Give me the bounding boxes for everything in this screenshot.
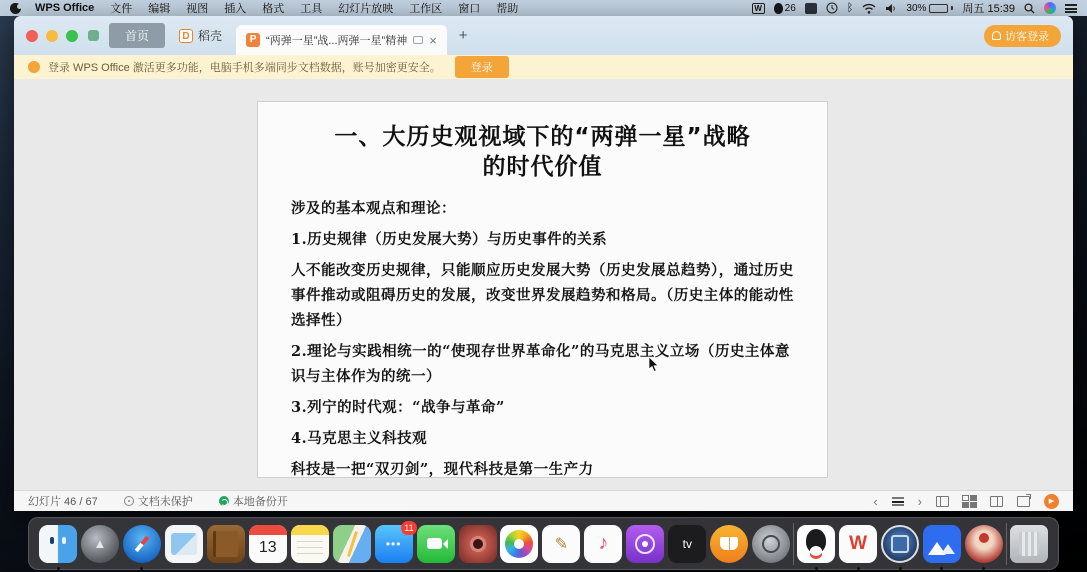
slide-paragraph: 3.列宁的时代观：“战争与革命”: [291, 399, 505, 416]
dock-icon-photo-booth[interactable]: [458, 524, 498, 564]
calendar-day-number: 13: [258, 538, 277, 556]
battery-indicator[interactable]: [906, 3, 953, 14]
wifi-icon[interactable]: [862, 3, 876, 14]
macos-dock: [28, 517, 1059, 570]
qq-tray-icon: [774, 3, 783, 14]
finder-icon: [39, 525, 77, 563]
normal-view-icon[interactable]: [936, 496, 949, 507]
wps-office-icon: [839, 525, 877, 563]
promo-message: 登录 WPS Office 激活更多功能，电脑手机多端同步文档数据，账号加密更安全。: [48, 62, 441, 74]
contacts-icon: [207, 525, 245, 563]
photos-icon: [500, 525, 538, 563]
menu-help[interactable]: 帮助: [496, 3, 519, 15]
qq-icon: [797, 525, 835, 563]
menu-slideshow[interactable]: 幻灯片放映: [338, 3, 394, 15]
menu-insert[interactable]: 插入: [224, 3, 247, 15]
slide-title-line2: 的时代价值: [482, 154, 603, 180]
slide-paragraph: 2.理论与实践相统一的“使现存世界革命化”的马克思主义立场（历史主体意识与主体作为的统一）: [291, 343, 790, 385]
person-icon: [992, 31, 1001, 40]
protection-label: 文档未保护: [137, 496, 193, 508]
podcasts-icon: [626, 525, 664, 563]
dock-icon-photos[interactable]: [499, 524, 539, 564]
backup-label: 本地备份开: [232, 496, 288, 508]
guest-login-button[interactable]: [984, 25, 1061, 47]
dock-icon-emblem-app[interactable]: [880, 524, 920, 564]
dock-icon-textedit[interactable]: [541, 524, 581, 564]
slide-title-line1: 一、大历史观视域下的“两弹一星”战略: [334, 124, 751, 150]
qq-badge-count: 26: [784, 2, 796, 14]
menu-workspace[interactable]: 工作区: [409, 3, 443, 15]
dock-icon-avatar-app[interactable]: [964, 524, 1004, 564]
slide-title: [291, 122, 794, 182]
music-icon: [584, 525, 622, 563]
new-tab-button[interactable]: +: [458, 27, 468, 44]
launchpad-icon: [81, 525, 119, 563]
dock-icon-messages[interactable]: [374, 524, 414, 564]
apple-tv-icon: [668, 525, 706, 563]
mountain-app-icon: [923, 525, 961, 563]
promo-warning-icon: [28, 61, 40, 73]
menu-file[interactable]: 文件: [110, 3, 133, 15]
dock-icon-music[interactable]: [583, 524, 623, 564]
status-bar-controls: [873, 494, 1059, 509]
next-slide-button[interactable]: ›: [917, 493, 922, 509]
dock-icon-calendar[interactable]: [248, 524, 288, 564]
menu-format[interactable]: 格式: [262, 3, 285, 15]
tab-document-active[interactable]: [236, 25, 447, 55]
dock-icon-safari[interactable]: [122, 524, 162, 564]
wps-tab-bar: [14, 16, 1073, 55]
apple-tv-label: tv: [682, 536, 692, 551]
menu-view[interactable]: 视图: [186, 3, 209, 15]
minimize-window-button[interactable]: [46, 30, 58, 42]
slide-paragraph: 科技是一把“双刃剑”，现代科技是第一生产力: [291, 461, 594, 478]
slide-counter: 幻灯片 46 / 67: [28, 496, 98, 508]
bluetooth-icon[interactable]: ᛒ: [846, 2, 854, 14]
dock-icon-facetime[interactable]: [416, 524, 456, 564]
spotlight-search-icon[interactable]: [1024, 3, 1035, 14]
calendar-icon: [249, 525, 287, 563]
avatar-app-icon: [965, 525, 1003, 563]
dock-separator: [793, 523, 794, 565]
notes-icon: [291, 525, 329, 563]
guest-login-label: 访客登录: [1005, 30, 1049, 43]
wps-tray-icon[interactable]: W: [752, 3, 765, 14]
backup-on-icon: [219, 496, 229, 506]
wps-office-window: [14, 16, 1073, 511]
menu-app-name[interactable]: WPS Office: [35, 2, 95, 14]
slide-paragraph: 4.马克思主义科技观: [291, 430, 428, 447]
dock-icon-wps-office[interactable]: [838, 524, 878, 564]
slide-canvas[interactable]: [257, 101, 828, 478]
tab-home[interactable]: 首页: [109, 23, 165, 48]
dock-icon-maps[interactable]: [332, 524, 372, 564]
slide-paragraph: 涉及的基本观点和理论：: [291, 200, 456, 217]
banner-login-button[interactable]: 登录: [455, 56, 509, 78]
input-method-icon[interactable]: [805, 3, 817, 14]
dock-icon-mountain-app[interactable]: [922, 524, 962, 564]
menu-window[interactable]: 窗口: [458, 3, 481, 15]
macos-menu-bar: [0, 0, 1087, 16]
zoom-window-button[interactable]: [66, 30, 78, 42]
document-protection-status[interactable]: [124, 493, 193, 509]
dock-separator: [1006, 523, 1007, 565]
reading-view-icon[interactable]: [990, 496, 1003, 507]
presenter-view-icon[interactable]: [1017, 496, 1030, 507]
protection-shield-icon: [124, 496, 134, 506]
slide-list-icon[interactable]: [892, 497, 904, 506]
status-bar: [14, 490, 1073, 511]
mouse-cursor: [648, 356, 660, 373]
safari-icon: [123, 525, 161, 563]
document-tab-title: “两弹一星”战...两弹一星”精神: [266, 35, 408, 47]
photo-booth-icon: [459, 525, 497, 563]
menu-bar-tray: [752, 0, 1077, 16]
slide-paragraph: 1.历史规律（历史发展大势）与历史事件的关系: [291, 231, 608, 248]
notification-center-icon[interactable]: [1065, 4, 1077, 13]
dock-icon-apple-tv[interactable]: [667, 524, 707, 564]
battery-nub: [951, 6, 953, 10]
maps-icon: [333, 525, 371, 563]
docer-icon: D: [179, 29, 193, 43]
app-store-icon: [752, 525, 790, 563]
dock-icon-podcasts[interactable]: [625, 524, 665, 564]
facetime-icon: [417, 525, 455, 563]
previous-slide-button[interactable]: ‹: [873, 493, 878, 509]
slide-body-text: [291, 196, 794, 482]
dock-icon-books[interactable]: [709, 524, 749, 564]
dock-icon-notes[interactable]: [290, 524, 330, 564]
close-tab-icon[interactable]: ×: [429, 32, 437, 48]
dock-icon-finder[interactable]: [38, 524, 78, 564]
apple-menu-icon[interactable]: [10, 3, 21, 14]
close-window-button[interactable]: [26, 30, 38, 42]
emblem-app-icon: [881, 525, 919, 563]
slide-edit-area: [14, 79, 1073, 490]
books-icon: [710, 525, 748, 563]
slide-paragraph: 人不能改变历史规律，只能顺应历史发展大势（历史发展总趋势），通过历史事件推动或阻碍历史的发展，改变世界发展趋势和格局。（历史主体的能动性选择性）: [291, 262, 794, 329]
tab-docer[interactable]: [179, 27, 222, 44]
menu-edit[interactable]: 编辑: [148, 3, 171, 15]
dock-icon-preview[interactable]: [164, 524, 204, 564]
volume-icon[interactable]: [885, 3, 897, 14]
comment-bubble-icon[interactable]: [413, 36, 423, 44]
local-backup-status[interactable]: [219, 493, 288, 509]
textedit-icon: [542, 525, 580, 563]
clock-icon[interactable]: [826, 2, 838, 14]
play-slideshow-button[interactable]: ▶: [1044, 494, 1059, 509]
trash-icon: [1010, 525, 1048, 563]
login-promo-banner: [14, 55, 1073, 79]
menu-datetime[interactable]: 周五 15:39: [962, 3, 1015, 15]
battery-percent: 30%: [906, 2, 927, 14]
wps-letter: W: [849, 532, 868, 554]
dock-icon-launchpad[interactable]: [80, 524, 120, 564]
messages-badge: 11: [401, 521, 416, 535]
dock-icon-qq[interactable]: [796, 524, 836, 564]
preview-icon: [165, 525, 203, 563]
presentation-file-icon: P: [246, 33, 260, 47]
battery-icon: [929, 4, 948, 13]
fullscreen-toggle-icon[interactable]: [88, 30, 99, 41]
dock-icon-app-store[interactable]: [751, 524, 791, 564]
menu-tools[interactable]: 工具: [300, 3, 323, 15]
docer-label: 稻壳: [198, 29, 223, 43]
dock-icon-trash[interactable]: [1009, 524, 1049, 564]
siri-icon[interactable]: [1044, 2, 1056, 14]
qq-tray[interactable]: [774, 3, 796, 14]
dock-icon-contacts[interactable]: [206, 524, 246, 564]
slide-sorter-view-icon[interactable]: [963, 496, 976, 507]
